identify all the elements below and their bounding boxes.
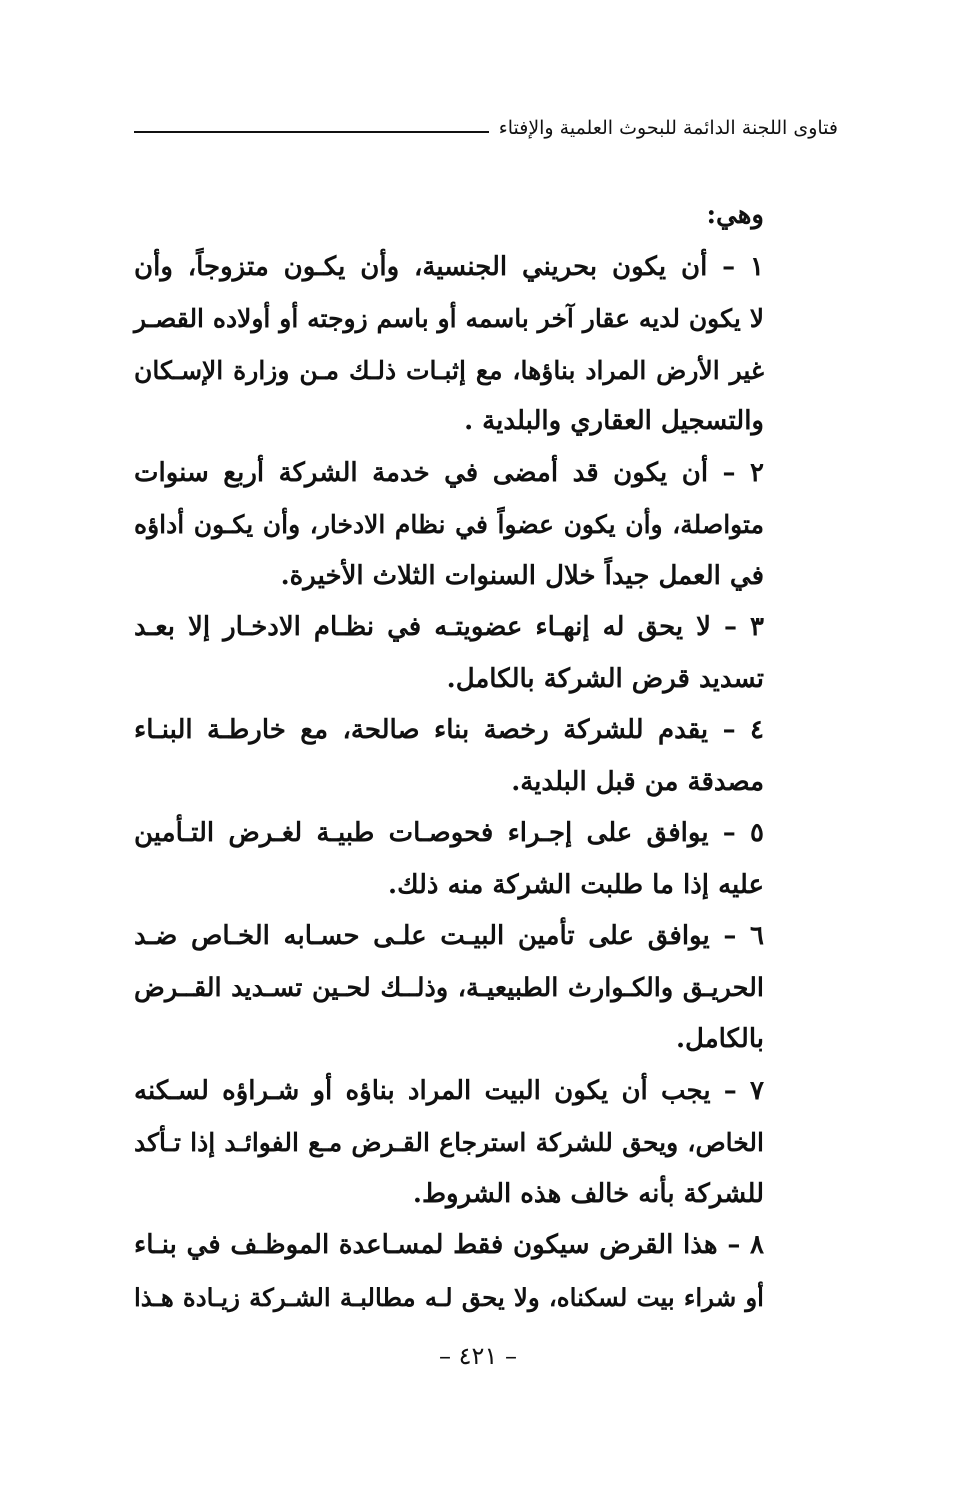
text-line: والتسجيل العقاري والبلدية . <box>464 406 764 436</box>
text-line: أو شراء بيت لسكناه، ولا يحق لـه مطالبـة الشـركة زيـادة هـذا <box>134 1282 764 1312</box>
running-header-title: فتاوى اللجنة الدائمة للبحوث العلمية والإفتاء <box>498 117 838 139</box>
text-line: ٨ – هذا القرض سيكون فقط لمسـاعدة الموظـف في بنـاء <box>134 1230 764 1260</box>
text-line: ٥ – يوافق على إجـراء فحوصـات طبيـة لغـرض التـأمين <box>134 818 764 848</box>
text-line: مصدقة من قبل البلدية. <box>511 766 764 797</box>
text-line: الخاص، ويحق للشركة استرجاع القـرض مـع الفوائـد إذا تـأكد <box>134 1128 764 1157</box>
body-text <box>134 190 764 1323</box>
page-number: – ٤٢١ – <box>439 1342 517 1370</box>
text-line: بالكامل. <box>675 1024 764 1054</box>
text-line: ٦ – يوافق على تأمين البيـت علـى حسـابه الخـاص ضـد <box>134 921 764 951</box>
text-line: ٤ – يقدم للشركة رخصة بناء صالحة، مع خارطـة البنـاء <box>134 715 764 745</box>
text-line: متواصلة، وأن يكون عضواً في نظام الادخار، وأن يكـون أداؤه <box>134 510 764 539</box>
text-line: غير الأرض المراد بناؤها، مع إثبـات ذلـك مـن وزارة الإسـكان <box>134 355 764 385</box>
text-line: الحريـق والكـوارث الطبيعيـة، وذلــك لحـين تسـديد القــرض <box>134 972 764 1003</box>
running-header <box>134 108 838 148</box>
text-line: ٢ – أن يكون قد أمضى في خدمة الشركة أربع سنوات <box>134 457 764 488</box>
text-line: ١ – أن يكون بحريني الجنسية، وأن يكـون متزوجاً، وأن <box>134 251 764 282</box>
text-line: ٧ – يجب أن يكون البيت المراد بناؤه أو شـراؤه لسـكنه <box>134 1075 764 1106</box>
text-line: لا يكون لديه عقار آخر باسمه أو باسم زوجته أو أولاده القصـر <box>134 304 764 333</box>
header-rule <box>134 131 489 133</box>
text-line: ٣ – لا يحق له إنهـاء عضويتـه في نظـام الادخـار إلا بعـد <box>134 612 764 642</box>
text-line: تسديد قرض الشركة بالكامل. <box>446 663 764 694</box>
text-line: في العمل جيداً خلال السنوات الثلاث الأخيرة. <box>280 560 764 591</box>
text-line: للشركة بأنه خالف هذه الشروط. <box>412 1178 764 1209</box>
text-line: عليه إذا ما طلبت الشركة منه ذلك. <box>388 869 764 900</box>
text-line: وهي: <box>706 200 764 230</box>
